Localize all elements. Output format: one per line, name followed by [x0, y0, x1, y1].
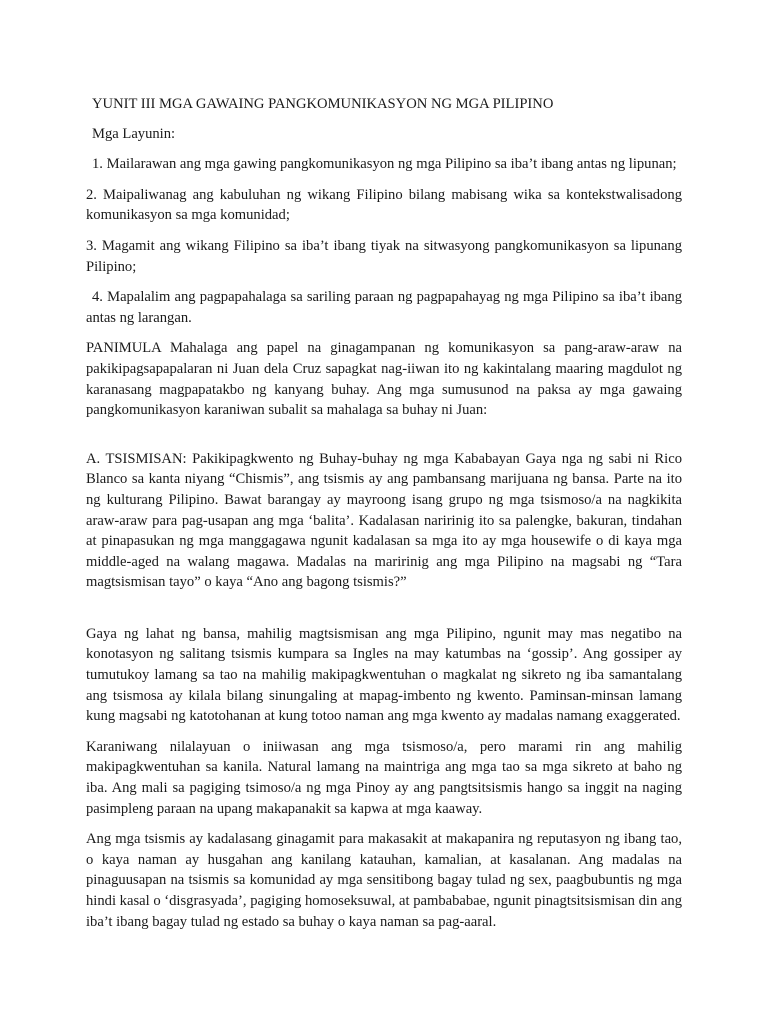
objective-2: 2. Maipaliwanag ang kabuluhan ng wikang Filipino bilang mabisang wika sa kontekstwalisadong komunikasyon sa mga komunidad; [86, 186, 682, 224]
gaya-paragraph: Gaya ng lahat ng bansa, mahilig magtsismisan ang mga Pilipino, ngunit may mas negatibo na konotasyon ng salitang tsismis kumpara sa Ingles na may katumbas na ‘gossip’. Ang gossiper ay tumutukoy lamang sa tao na mahilig makipagkwentuhan o magkalat ng sikreto ng iba samantalang ang tsismosa ay kilala bilang sinungaling at mapag-imbento ng kwento. Paminsan-minsan lamang kung magsabi ng katotohanan at kung totoo naman ang mga kwento ay madalas namang exaggerated. [86, 625, 682, 725]
document-title: YUNIT III MGA GAWAING PANGKOMUNIKASYON NG MGA PILIPINO [92, 96, 554, 112]
objective-3: 3. Magamit ang wikang Filipino sa iba’t ibang tiyak na sitwasyong pangkomunikasyon sa lipunang Pilipino; [86, 237, 682, 275]
objective-4: 4. Mapalalim ang pagpapahalaga sa sariling paraan ng pagpapahayag ng mga Pilipino sa iba’t ibang antas ng larangan. [86, 289, 682, 326]
objectives-heading: Mga Layunin: [92, 125, 176, 142]
objective-1: 1. Mailarawan ang mga gawing pangkomunikasyon ng mga Pilipino sa iba’t ibang antas ng lipunan; [92, 156, 677, 173]
section-a-paragraph: A. TSISMISAN: Pakikipagkwento ng Buhay-buhay ng mga Kababayan Gaya nga ng sabi ni Rico Blanco sa kanta niyang “Chismis”, ang tsismis ay ang pambansang marijuana ng bansa. Parte na ito ng kulturang Pilipino. Bawat barangay ay mayroong isang grupo ng mga tsismoso/a na nagkikita araw-araw para pag-usapan ang mga ‘balita’. Kadalasan naririnig ito sa palengke, bakuran, tindahan at pinapasukan ng mga manggagawa ngunit kadalasan sa mga ito ay mga housewife o di kaya mga middle-aged na walang magawa. Madalas na maririnig ang mga Pilipino na magsabi ng “Tara magtsismisan tayo” o kaya “Ano ang bagong tsismis?” [86, 450, 682, 591]
ang-mga-tsismis-paragraph: Ang mga tsismis ay kadalasang ginagamit para makasakit at makapanira ng reputasyon ng ibang tao, o kaya naman ay husgahan ang kanilang katauhan, kamalian, at kasalanan. Ang madalas na pinaguusapan na tsismis sa komunidad ay mga sensitibong bagay tulad ng sex, paagbubuntis ng mga hindi kasal o ‘disgrasyada’, pagiging homoseksuwal, at pambababae, ngunit pinagtsitsismisan din ang iba’t ibang bagay tulad ng estado sa buhay o kaya naman sa pag-aaral. [86, 831, 682, 930]
panimula-paragraph: PANIMULA Mahalaga ang papel na ginagampanan ng komunikasyon sa pang-araw-araw na pakikipagsapapalaran ni Juan dela Cruz sapagkat nag-iiwan ito ng kakintalang maaring magdulot ng karanasang magpapatakbo ng kanyang buhay. Ang mga sumusunod na paksa ay mga gawaing pangkomunikasyon karaniwan subalit sa mahalaga sa buhay ni Juan: [86, 340, 682, 419]
karaniwang-paragraph: Karaniwang nilalayuan o iniiwasan ang mga tsismoso/a, pero marami rin ang mahilig makipagkwentuhan sa kanila. Natural lamang na maintriga ang mga tao sa mga sikreto at baho ng iba. Ang mali sa pagiging tsimoso/a ng mga Pinoy ay ang pangtsitsismis hango sa inggit na naging pasimpleng paraan na upang makapanakit sa kapwa at mga kaaway. [86, 738, 682, 817]
